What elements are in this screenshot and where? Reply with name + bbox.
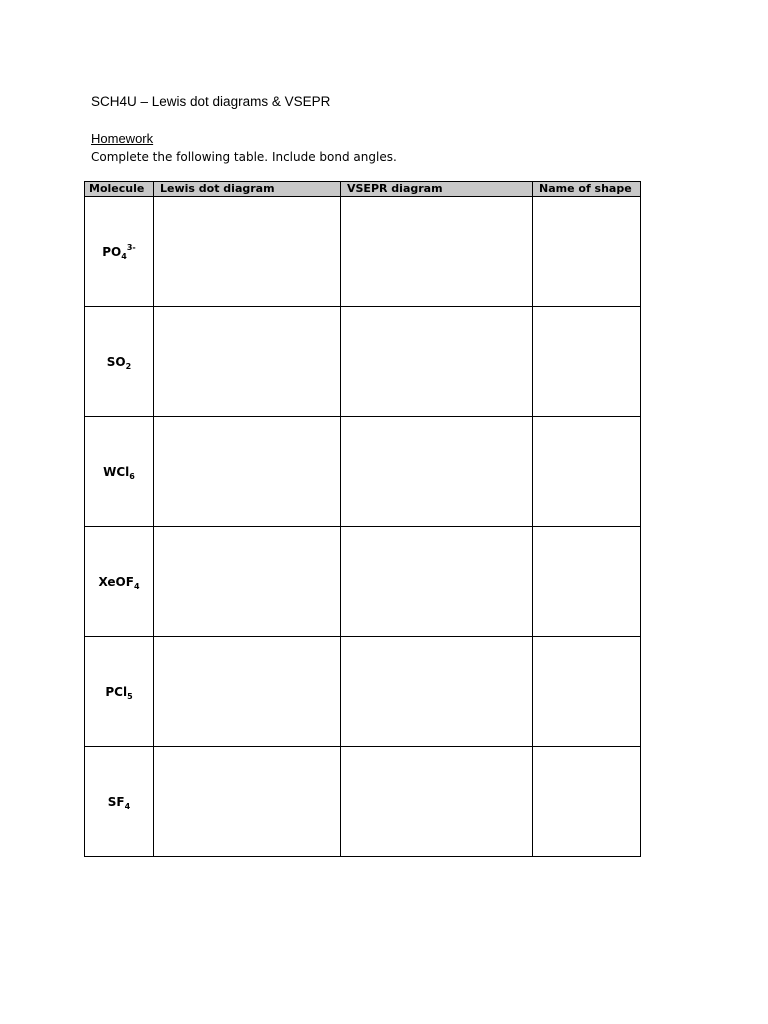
molecule-cell [85,747,154,857]
column-header-molecule: Molecule [85,182,154,197]
formula-symbol: SO [106,354,126,369]
lewis-dot-cell[interactable] [154,637,341,747]
lewis-dot-cell[interactable] [154,527,341,637]
lewis-dot-cell[interactable] [154,417,341,527]
molecule-formula [102,242,136,261]
formula-subscript: 2 [125,361,132,371]
column-header-lewis-dot-diagram: Lewis dot diagram [154,182,341,197]
formula-symbol: XeOF [98,574,134,589]
molecule-formula [103,465,135,479]
vsepr-cell[interactable] [341,417,533,527]
column-header-name-of-shape: Name of shape [533,182,641,197]
shape-name-cell[interactable] [533,637,641,747]
formula-subscript: 4 [121,251,127,261]
molecule-cell [85,637,154,747]
formula-subscript: 6 [129,471,135,481]
table-row [85,307,641,417]
molecule-formula [98,575,139,589]
formula-subscript: 4 [124,801,131,811]
formula-symbol: SF [107,794,125,809]
lewis-dot-cell[interactable] [154,747,341,857]
table-row [85,637,641,747]
vsepr-cell[interactable] [341,197,533,307]
column-header-vsepr-diagram: VSEPR diagram [341,182,533,197]
formula-symbol: PO [102,244,122,259]
molecule-cell [85,197,154,307]
vsepr-cell[interactable] [341,637,533,747]
molecule-cell [85,307,154,417]
molecule-formula [107,355,131,369]
vsepr-cell[interactable] [341,307,533,417]
document-title: SCH4U – Lewis dot diagrams & VSEPR [91,94,331,109]
molecule-cell [85,417,154,527]
formula-symbol: PCl [105,684,128,699]
instructions-text: Complete the following table. Include bond angles. [91,150,397,164]
lewis-dot-cell[interactable] [154,307,341,417]
section-heading-homework: Homework [91,131,154,146]
lewis-dot-cell[interactable] [154,197,341,307]
shape-name-cell[interactable] [533,307,641,417]
formula-superscript: 3- [126,242,136,252]
formula-subscript: 5 [127,691,133,701]
table-row [85,417,641,527]
table-row [85,747,641,857]
molecule-formula [108,795,130,809]
vsepr-cell[interactable] [341,747,533,857]
shape-name-cell[interactable] [533,197,641,307]
formula-symbol: WCl [103,464,130,479]
table-header-row [85,182,641,197]
formula-subscript: 4 [133,581,140,591]
table-row [85,197,641,307]
shape-name-cell[interactable] [533,417,641,527]
molecule-cell [85,527,154,637]
shape-name-cell[interactable] [533,527,641,637]
molecule-formula [105,685,132,699]
vsepr-cell[interactable] [341,527,533,637]
worksheet-table [84,181,641,857]
shape-name-cell[interactable] [533,747,641,857]
table-row [85,527,641,637]
